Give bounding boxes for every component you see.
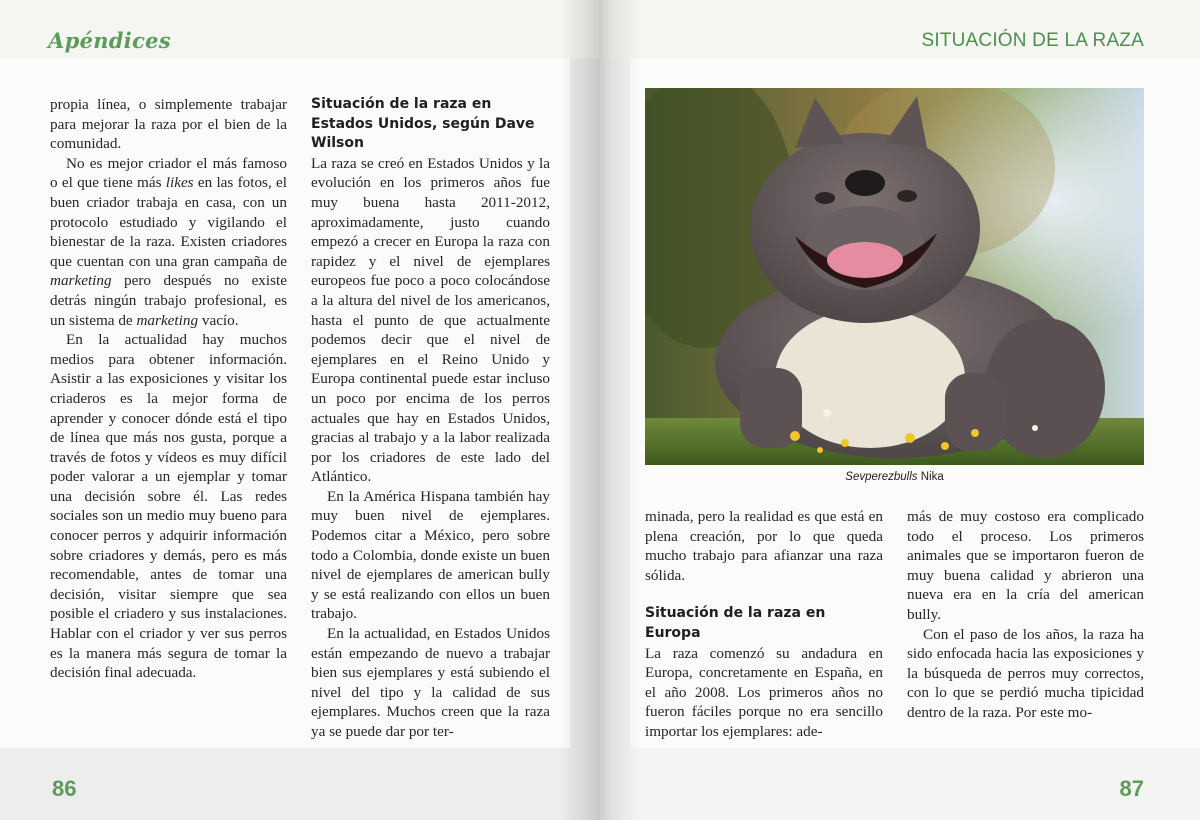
text-run: No es mejor criador el más famoso o el que tiene más	[50, 154, 287, 192]
text-run: en las fotos, el buen criador trabaja en casa, con un protocolo estudiado y vigilando el bienestar de la raza. Existen criadores que cuentan con una gran campaña de	[50, 174, 287, 270]
section-heading: Situación de la raza en Estados Unidos, según Dave Wilson	[311, 96, 535, 152]
dog-photo	[645, 88, 1144, 465]
spacer	[645, 585, 883, 604]
italic-term: marketing	[136, 311, 199, 329]
paragraph: En la actualidad hay muchos medios para obtener información. Asistir a las exposiciones y visitar los criaderos es la mejor forma de aprender y conocer dónde está el tipo de línea que más nos gusta, porque a través de fotos y vídeos es muy difícil poder valorar a un ejemplar y tomar una decisión sobre él. Las redes sociales son un medio muy bueno para conocer perros y adquirir información sobre criadores y demás, pero es más recomendable, antes de tomar una decisión, visitar siempre que sea posible el criadero y sus instalaciones. Hablar con el criador y ver sus perros es la manera más segura de tomar la decisión final adecuada.	[50, 331, 287, 682]
paragraph: minada, pero la realidad es que está en plena creación, por lo que queda mucho trabajo para afianzar una raza sólida.	[645, 508, 883, 584]
running-head-right: SITUACIÓN DE LA RAZA	[921, 30, 1144, 51]
dog-photo-illustration	[645, 88, 1144, 465]
paragraph: La raza se creó en Estados Unidos y la evolución en los primeros años fue muy buena hasta 2011-2012, aproximadamente, justo cuando empezó a crecer en Europa la raza con rapidez y el nivel de ejemplares europeos fue poco a poco colocándose a la altura del nivel de los americanos, hasta el punto de que actualmente podemos decir que el nivel de ejemplares en el Reino Unido y Europa continental puede estar incluso un poco por encima de los perros actuales que hay en Estados Unidos, gracias al trabajo y a la labor realizada por los criadores de este lado del Atlántico.	[311, 154, 550, 486]
caption-kennel: Sevperezbulls	[845, 471, 918, 483]
running-head-left: Apéndices	[48, 28, 171, 53]
paragraph: En la América Hispana también hay muy buen nivel de ejemplares. Podemos citar a México, pero sobre todo a Colombia, donde existe un buen nivel de ejemplares de american bully y se está realizando con ellos un buen trabajo.	[311, 487, 550, 623]
left-column-2	[311, 95, 550, 742]
caption-dog-name: Nika	[917, 471, 944, 483]
right-column-2	[907, 507, 1144, 723]
paragraph: Con el paso de los años, la raza ha sido enfocada hacia las exposiciones y la búsqueda de perros muy correctos, con lo que se perdió mucha tipicidad dentro de la raza. Por este mo-	[907, 625, 1144, 721]
page-number-left: 86	[52, 776, 77, 801]
paragraph: más de muy costoso era complicado todo el proceso. Los primeros animales que se importaron fueron de muy buena calidad y abrieron una nueva era en la cría del american bully.	[907, 508, 1144, 623]
paragraph: En la actualidad, en Estados Unidos están empezando de nuevo a trabajar bien sus ejemplares y está subiendo el nivel del tipo y la calidad de sus ejemplares. Muchos creen que la raza ya se puede dar por ter-	[311, 625, 550, 740]
right-column-1	[645, 507, 883, 742]
paragraph: La raza comenzó su andadura en Europa, concretamente en España, en el año 2008. Los primeros años no fueron fáciles porque no era sencillo importar los ejemplares: ade-	[645, 644, 883, 740]
italic-term: likes	[165, 174, 194, 192]
page-number-right: 87	[1119, 776, 1144, 801]
paragraph	[50, 154, 287, 330]
text-run: vacío.	[198, 311, 239, 329]
italic-term: marketing	[50, 272, 112, 290]
paragraph: propia línea, o simplemente trabajar para mejorar la raza por el bien de la comunidad.	[50, 96, 287, 153]
left-column-1	[50, 95, 287, 683]
text-run: pero después no existe detrás ningún trabajo profesional, es un sistema de	[50, 272, 287, 329]
section-heading: Situación de la raza en Europa	[645, 605, 826, 641]
photo-caption	[645, 471, 1144, 483]
